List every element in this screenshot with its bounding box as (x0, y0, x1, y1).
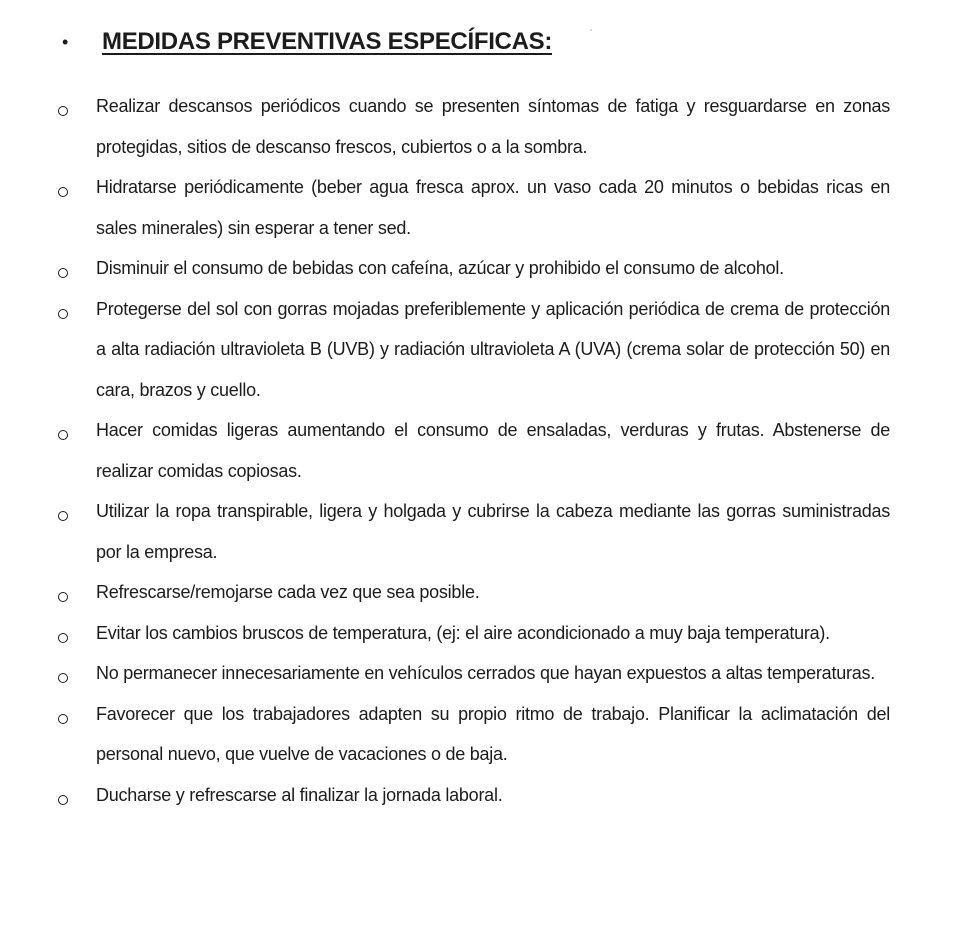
scan-speck (590, 29, 592, 31)
list-item-text: Hacer comidas ligeras aumentando el consumo de ensaladas, verduras y frutas. Abstenerse de realizar comidas copiosas. (96, 420, 890, 481)
list-item-text: Realizar descansos periódicos cuando se presenten síntomas de fatiga y resguardarse en zonas protegidas, sitios de descanso frescos, cubiertos o a la sombra. (96, 96, 890, 157)
list-item (56, 86, 890, 167)
list-item-text: Protegerse del sol con gorras mojadas preferiblemente y aplicación periódica de crema de protección a alta radiación ultravioleta B (UVB) y radiación ultravioleta A (UVA) (crema solar de protección 50) en cara, brazos y cuello. (96, 298, 890, 400)
hollow-bullet-icon (58, 511, 68, 521)
heading-bullet-icon: • (62, 32, 69, 52)
list-item-text: Ducharse y refrescarse al finalizar la jornada laboral. (96, 784, 503, 805)
list-item (56, 694, 890, 775)
list-item-text: No permanecer innecesariamente en vehículos cerrados que hayan expuestos a altas temperaturas. (96, 663, 875, 683)
list-item (56, 491, 890, 572)
hollow-bullet-icon (58, 633, 68, 643)
hollow-bullet-icon (58, 268, 68, 278)
section-heading (62, 22, 552, 62)
hollow-bullet-icon (58, 309, 68, 319)
hollow-bullet-icon (58, 430, 68, 440)
list-item (56, 289, 890, 411)
list-item (56, 572, 890, 613)
list-item (56, 775, 890, 816)
list-item-text: Utilizar la ropa transpirable, ligera y holgada y cubrirse la cabeza mediante las gorras suministradas por la empresa. (96, 501, 890, 562)
hollow-bullet-icon (58, 187, 68, 197)
hollow-bullet-icon (58, 673, 68, 683)
list-item (56, 248, 890, 289)
list-item-text: Disminuir el consumo de bebidas con cafeína, azúcar y prohibido el consumo de alcohol. (96, 258, 784, 278)
list-item-text: Hidratarse periódicamente (beber agua fresca aprox. un vaso cada 20 minutos o bebidas ricas en sales minerales) sin esperar a tener sed. (96, 177, 890, 238)
list-item (56, 653, 890, 694)
list-item (56, 613, 890, 654)
hollow-bullet-icon (58, 106, 68, 116)
hollow-bullet-icon (58, 592, 68, 602)
list-item (56, 167, 890, 248)
measures-list (56, 86, 890, 815)
hollow-bullet-icon (58, 795, 68, 805)
list-item (56, 410, 890, 491)
list-item-text: Evitar los cambios bruscos de temperatura, (ej: el aire acondicionado a muy baja temperatura). (96, 622, 830, 643)
list-item-text: Favorecer que los trabajadores adapten su propio ritmo de trabajo. Planificar la aclimatación del personal nuevo, que vuelve de vacaciones o de baja. (96, 703, 890, 764)
hollow-bullet-icon (58, 714, 68, 724)
list-item-text: Refrescarse/remojarse cada vez que sea posible. (96, 582, 480, 602)
section-title: MEDIDAS PREVENTIVAS ESPECÍFICAS: (102, 28, 553, 55)
